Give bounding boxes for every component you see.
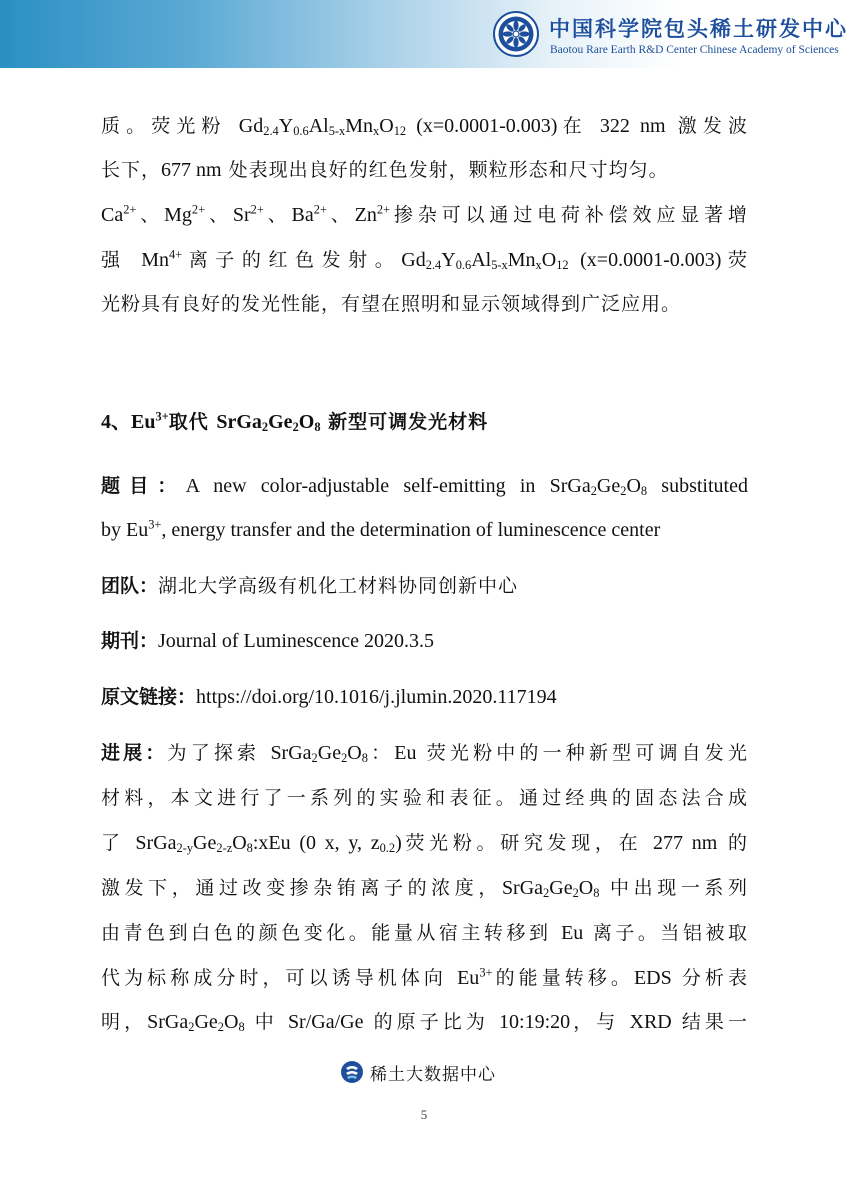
org-name-cn: 中国科学院包头稀土研发中心 — [549, 17, 848, 41]
source-link-line: 原文链接：https://doi.org/10.1016/j.jlumin.2020.117194 — [101, 686, 557, 708]
cas-emblem-icon — [493, 11, 539, 57]
progress-line-6: 代为标称成分时，可以诱导机体向 $Eu^{3+}$的能量转移。EDS 分析表 — [101, 965, 749, 989]
big-data-logo-icon — [340, 1060, 364, 1084]
section-heading: 4、$Eu^{3+}$取代 $SrGa_2Ge_2O_8$ 新型可调发光材料 — [101, 409, 489, 435]
source-link[interactable]: https://doi.org/10.1016/j.jlumin.2020.117194 — [196, 686, 557, 708]
paper-title-line-1: 题目：A new color-adjustable self-emitting in $SrGa_2Ge_2O_8$ substituted — [101, 475, 748, 499]
page-number: 5 — [420, 1107, 428, 1122]
team-line: 团队：湖北大学高级有机化工材料协同创新中心 — [101, 575, 519, 597]
journal-line: 期刊：Journal of Luminescence 2020.3.5 — [101, 630, 435, 652]
progress-line-7: 明，$SrGa_2Ge_2O_8$ 中 Sr/Ga/Ge 的原子比为 10:19:20，与 XRD 结果一 — [101, 1011, 748, 1035]
progress-line-2: 材料，本文进行了一系列的实验和表征。通过经典的固态法合成 — [101, 787, 748, 809]
progress-line-3: 了 $SrGa_{2-y}Ge_{2-z}O_8:xEu$ (0 x, y, $z_{0.2}$)荧光粉。研究发现，在 277 nm 的 — [101, 832, 748, 856]
paper-title-line-2: by $Eu^{3+}$, energy transfer and the determination of luminescence center — [101, 517, 661, 541]
intro-line-4: 强 $Mn^{4+}$离子的红色发射。$Gd_{2.4}Y_{0.6}Al_{5-x}Mn_xO_{12}$ (x=0.0001-0.003)荧 — [101, 247, 748, 273]
footer-brand-text: 稀土大数据中心 — [370, 1065, 496, 1085]
progress-line-5: 由青色到白色的颜色变化。能量从宿主转移到 Eu 离子。当铝被取 — [101, 922, 748, 944]
progress-line-4: 激发下，通过改变掺杂铕离子的浓度，$SrGa_2Ge_2O_8$ 中出现一系列 — [101, 877, 748, 901]
intro-line-2: 长下，677 nm 处表现出良好的红色发射，颗粒形态和尺寸均匀。 — [101, 159, 669, 181]
progress-line-1: 进展：为了探索 $SrGa_2Ge_2O_8$：Eu 荧光粉中的一种新型可调自发光 — [101, 742, 748, 766]
intro-line-1: 质。荧光粉 $Gd_{2.4}Y_{0.6}Al_{5-x}Mn_xO_{12}$ (x=0.0001-0.003)在 322 nm 激发波 — [101, 115, 748, 139]
org-name-en: Baotou Rare Earth R&D Center Chinese Academy of Sciences — [550, 44, 839, 56]
intro-line-5: 光粉具有良好的发光性能，有望在照明和显示领域得到广泛应用。 — [101, 293, 682, 315]
intro-line-3: $Ca^{2+}$、$Mg^{2+}$、$Sr^{2+}$、$Ba^{2+}$、$Zn^{2+}$掺杂可以通过电荷补偿效应显著增 — [101, 202, 748, 226]
